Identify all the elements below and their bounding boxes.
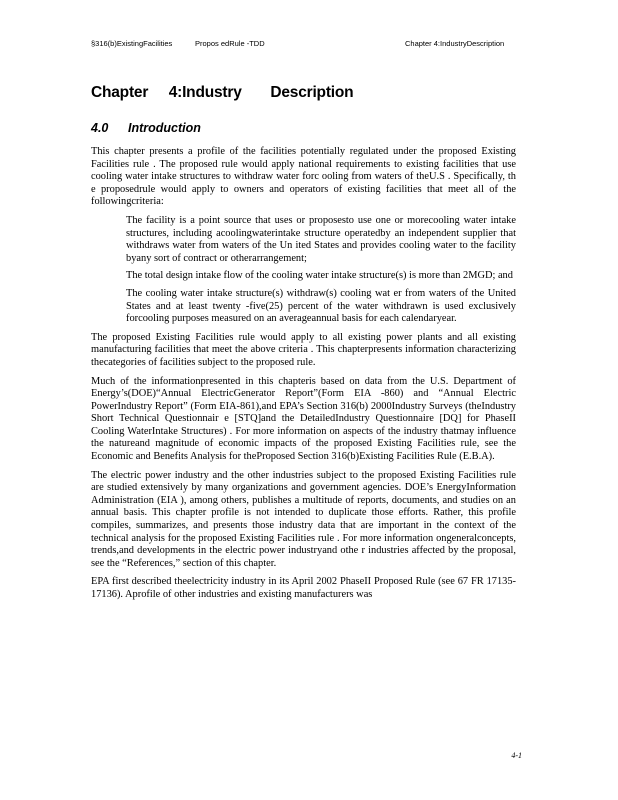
- scope-paragraph: The proposed Existing Facilities rule would apply to all existing power plants and all existing manufacturing facilities that meet the above criteria . This chapterpresents information characterizing thecategories of facilities subject to the proposed rule.: [91, 331, 516, 368]
- criteria-item: [91, 215, 516, 265]
- criteria-list: [91, 215, 516, 326]
- section-title: Introduction: [128, 121, 201, 135]
- section-number: 4.0: [91, 121, 109, 135]
- running-header-left: §316(b)ExistingFacilities: [91, 39, 173, 48]
- criteria-text: The cooling water intake structure(s) withdraw(s) cooling wat er from waters of the United States and at least twenty -five(25) percent of the water withdrawn is used exclusively forcooling purposes measured on an averageannual basis for each calendaryear.: [126, 287, 516, 325]
- criteria-item: [91, 288, 516, 326]
- criteria-text: The total design intake flow of the cooling water intake structure(s) is more than 2MGD; and: [126, 270, 513, 282]
- epa-paragraph: EPA first described theelectricity industry in its April 2002 PhaseII Proposed Rule (see 67 FR 17135-17136). Aprofile of other industries and existing manufacturers was: [91, 576, 516, 600]
- chapter-title: Chapter 4:Industry Description: [91, 84, 354, 101]
- section-heading: [91, 121, 201, 135]
- criteria-item: [91, 270, 516, 283]
- running-header-middle: Propos edRule -TDD: [195, 39, 265, 48]
- data-sources-paragraph: Much of the informationpresented in this chapteris based on data from the U.S. Department of Energy’s(DOE)“Annual ElectricGenerator Report”(Form EIA -860) and “Annual Electric PowerIndustry Report” (Form EIA-861),and EPA’s Section 316(b) 2000Industry Surveys (theIndustry Short Technical Questionnair e [STQ]and the DetailedIndustry Questionnaire [DQ] for PhaseII Cooling WaterIntake Structures) . For more information on aspects of the industry thatmay influence the natureand magnitude of economic impacts of the proposed Existing Facilities rule, see the Economic and Benefits Analysis for theProposed Section 316(b)Existing Facilities Rule (E.B.A).: [91, 375, 516, 463]
- body-text: [91, 146, 516, 608]
- page-number: 4-1: [511, 751, 522, 760]
- running-header-right: Chapter 4:IndustryDescription: [405, 39, 505, 48]
- intro-paragraph: This chapter presents a profile of the facilities potentially regulated under the proposed Existing Facilities rule . The proposed rule would apply national requirements to existing facilities that use cooling water intake structures to withdraw water forc ooling from waters of theU.S . Specifically, th e proposedrule would apply to owners and operators of existing facilities that meet all of the followingcriteria:: [91, 146, 516, 208]
- criteria-text: The facility is a point source that uses or proposesto use one or morecooling water intake structures, including acoolingwaterintake structure operatedby an independent supplier that withdraws water from waters of the Un ited States and provides cooling water to the facility byany sort of contract or otherarrangement;: [126, 214, 516, 264]
- industry-studies-paragraph: The electric power industry and the other industries subject to the proposed Existing Facilities rule are studied extensively by many organizations and government agencies. DOE’s EnergyInformation Administration (EIA ), among others, publishes a multitude of reports, documents, and studies on an annual basis. This chapter profile is not intended to duplicate those efforts. Rather, this profile compiles, summarizes, and presents those industry data that are important in the context of the technical analysis for the proposed Existing Facilities rule . For more information ongeneralconcepts, trends,and developments in the electric power industryand othe r industries affected by the proposal, see the “References,” section of this chapter.: [91, 469, 516, 569]
